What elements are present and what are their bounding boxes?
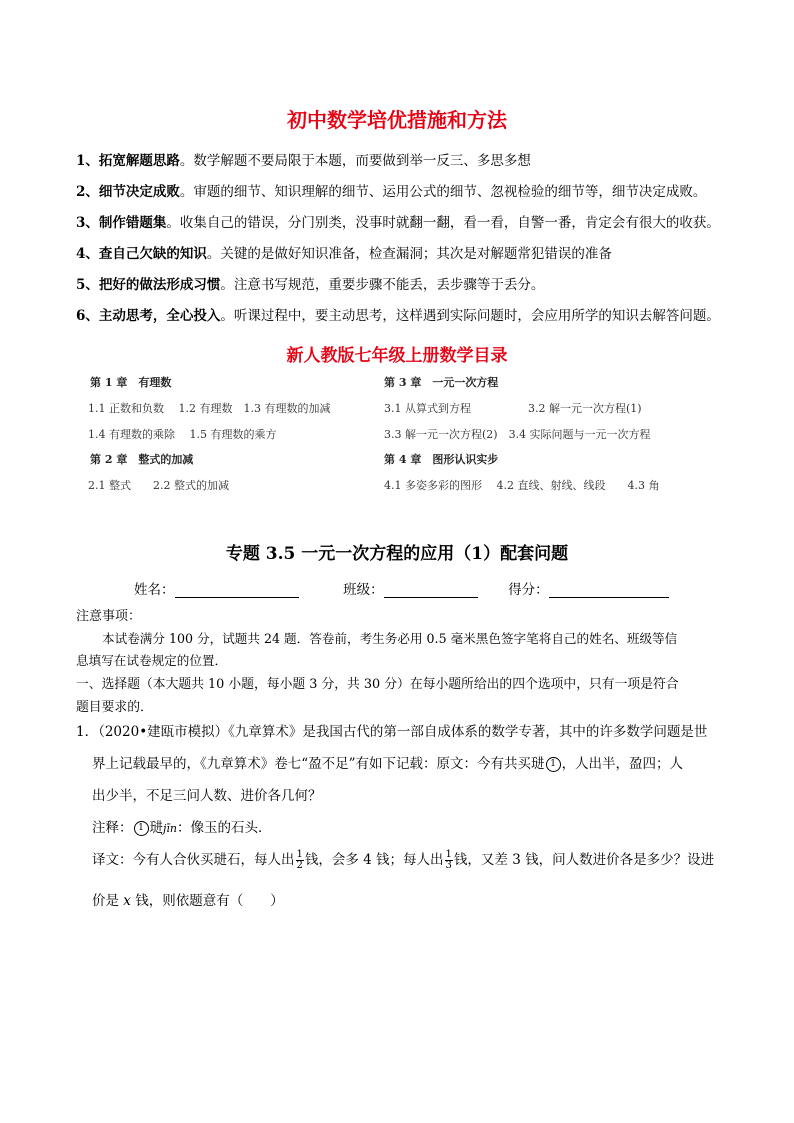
tip-item (76, 149, 531, 169)
toc-chapter-3-section: 3.1 从算式到方程 (384, 402, 471, 415)
toc-chapter-4-sections: 4.1 多姿多彩的图形 4.2 直线、射线、线段 4.3 角 (384, 479, 660, 492)
question-1-fragment: 界上记载最早的，《九章算术》卷七“盈不足”有如下记载：原文：今有共买琎 (92, 756, 545, 772)
notice-heading: 注意事项： (76, 609, 142, 624)
tip-text: 。听课过程中，要主动思考，这样遇到实际问题时，会应用所学的知识去解答问题。 (220, 308, 720, 324)
translation-fragment: 译文：今有人合伙买琎石，每人出 (92, 852, 295, 868)
tip-number: 6、 (76, 308, 99, 324)
note-label: 注释： (92, 820, 133, 836)
toc-chapter-1-sections: 1.1 正数和负数 1.2 有理数 1.3 有理数的加减 (88, 402, 331, 415)
tip-item (76, 180, 706, 200)
toc-chapter-4: 第 4 章 图形认识实步 (384, 453, 499, 466)
tip-text: 。关键的是做好知识准备，检查漏洞；其次是对解题常犯错误的准备 (206, 246, 612, 262)
exam-title: 专题 3.5 一元一次方程的应用（1）配套问题 (225, 544, 569, 564)
prompt-fragment: 价是 (92, 893, 124, 909)
question-1-note (92, 816, 272, 836)
notice-text: 息填写在试卷规定的位置． (76, 653, 228, 668)
footnote-marker: 1 (134, 821, 149, 836)
fraction (296, 850, 304, 871)
tip-item (76, 242, 612, 262)
note-term: 琎 (149, 820, 163, 836)
toc-chapter-1: 第 1 章 有理数 (90, 376, 172, 389)
toc-title: 新人教版七年级上册数学目录 (286, 346, 508, 366)
toc-chapter-3: 第 3 章 一元一次方程 (384, 376, 499, 389)
toc-chapter-3-section: 3.2 解一元一次方程(1) (528, 402, 642, 415)
tip-number: 4、 (76, 246, 99, 262)
score-label: 得分： (508, 582, 549, 598)
question-1-fragment: ，人出半，盈四；人 (561, 756, 684, 772)
fraction-numerator: 1 (296, 849, 303, 860)
section-heading: 一、选择题（本大题共 10 小题，每小题 3 分，共 30 分）在每小题所给出的四个选项中，只有一项是符合 (76, 677, 679, 692)
tip-number: 1、 (76, 153, 99, 169)
tip-heading: 把好的做法形成习惯 (98, 277, 221, 293)
tip-heading: 拓宽解题思路 (98, 153, 180, 169)
tip-item (76, 273, 544, 293)
toc-chapter-1-sections: 1.4 有理数的乘除 1.5 有理数的乘方 (88, 428, 277, 441)
tip-number: 3、 (76, 215, 99, 231)
tip-item (76, 211, 720, 231)
score-field[interactable] (549, 583, 669, 598)
note-text: ：像玉的石头． (177, 820, 272, 836)
class-label: 班级： (343, 582, 384, 598)
fraction-denominator: 2 (296, 860, 303, 871)
fraction-denominator: 3 (445, 860, 452, 871)
question-1-text (92, 752, 683, 772)
note-pinyin: jīn (163, 822, 178, 835)
toc-chapter-2: 第 2 章 整式的加减 (90, 453, 194, 466)
page-title: 初中数学培优措施和方法 (287, 108, 507, 132)
question-1-prompt (92, 889, 284, 909)
tip-text: 。数学解题不要局限于本题，而要做到举一反三、多思多想 (179, 153, 531, 169)
translation-fragment: 钱，又差 3 钱，问人数进价各是多少？设进 (453, 852, 715, 868)
name-field[interactable] (175, 583, 299, 598)
class-field[interactable] (384, 583, 478, 598)
name-label: 姓名： (134, 582, 175, 598)
fraction-numerator: 1 (445, 849, 452, 860)
toc-chapter-3-sections: 3.3 解一元一次方程(2) 3.4 实际问题与一元一次方程 (384, 428, 651, 441)
prompt-fragment: 钱，则依题意有（ ） (130, 893, 284, 909)
variable-x: x (123, 893, 131, 909)
tip-heading: 查自己欠缺的知识 (98, 246, 207, 262)
translation-fragment: 钱，会多 4 钱；每人出 (304, 852, 444, 868)
footnote-marker: 1 (546, 757, 561, 772)
tip-text: 。收集自己的错误，分门别类，没事时就翻一翻，看一看，自警一番，肯定会有很大的收获。 (166, 215, 720, 231)
question-1-text: 1．（2020•建瓯市模拟）《九章算术》是我国古代的第一部自成体系的数学专著，其中的许多数学问题是世 (76, 724, 708, 740)
tip-item (76, 304, 720, 324)
student-info-row (134, 578, 669, 598)
tip-number: 2、 (76, 184, 99, 200)
tip-heading: 细节决定成败 (98, 184, 180, 200)
tip-number: 5、 (76, 277, 99, 293)
question-1-translation (92, 848, 714, 871)
notice-text: 本试卷满分 100 分，试题共 24 题．答卷前，考生务必用 0.5 毫米黑色签字笔将自己的姓名、班级等信 (102, 631, 678, 646)
tip-text: 。审题的细节、知识理解的细节、运用公式的细节、忽视检验的细节等，细节决定成败。 (179, 184, 707, 200)
tip-heading: 制作错题集 (98, 215, 167, 231)
fraction (445, 850, 453, 871)
tip-heading: 主动思考，全心投入 (98, 308, 221, 324)
section-heading: 题目要求的． (76, 700, 153, 715)
toc-chapter-2-sections: 2.1 整式 2.2 整式的加减 (88, 479, 229, 492)
question-1-text: 出少半，不足三问人数、进价各几何？ (92, 788, 322, 804)
tip-text: 。注意书写规范，重要步骤不能丢，丢步骤等于丢分。 (220, 277, 545, 293)
